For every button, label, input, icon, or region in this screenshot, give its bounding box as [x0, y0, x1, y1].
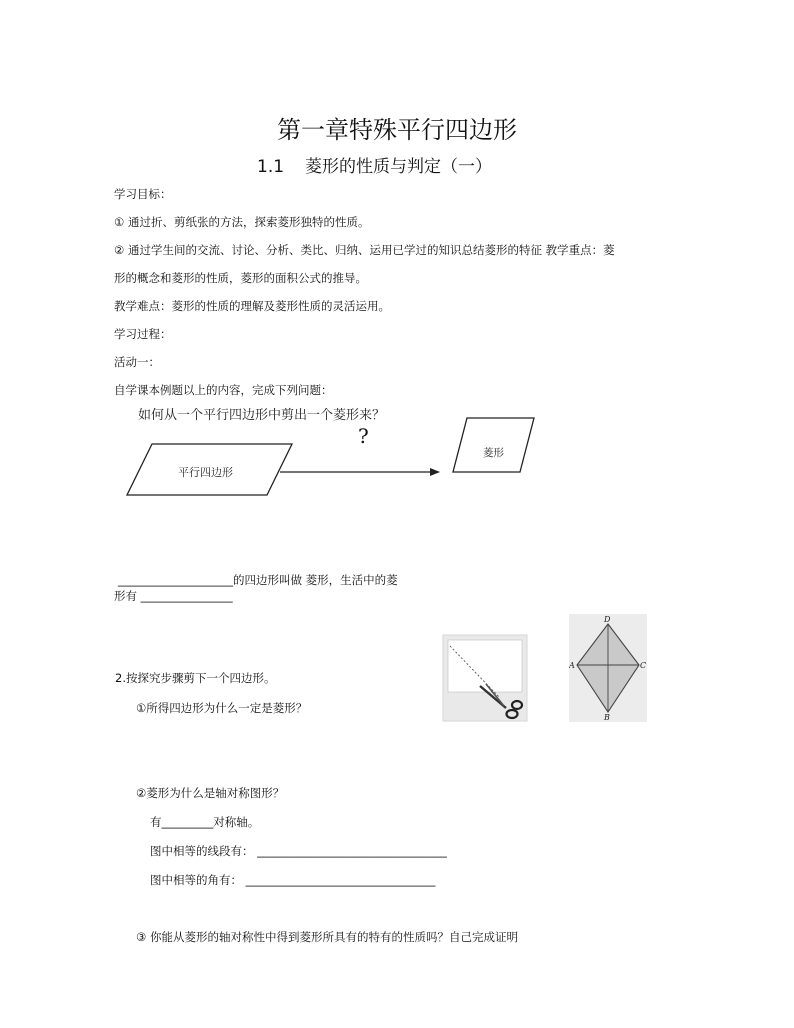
teaching-difficulty: 教学难点：菱形的性质的理解及菱形性质的灵活运用。	[114, 299, 390, 313]
vertex-c-label: C	[640, 661, 647, 670]
parallelogram-label: 平行四边形	[178, 466, 233, 479]
vertex-b-label: B	[604, 713, 610, 722]
definition-fill-in: ____________________的四边形叫做 菱形，生活中的菱	[118, 573, 398, 587]
equal-segments-fill-in: 图中相等的线段有： _________________________________	[150, 844, 447, 858]
axis-of-symmetry-fill-in: 有_________对称轴。	[150, 815, 260, 829]
diagram-question-mark: ?	[358, 424, 369, 448]
examples-fill-in: 形有 ________________	[114, 589, 233, 603]
objective-1: ① 通过折、剪纸张的方法，探索菱形独特的性质。	[114, 215, 370, 229]
parallelogram-rhombus-diagram	[120, 410, 550, 505]
step-2-heading: 2.按探究步骤剪下一个四边形。	[115, 671, 276, 685]
objective-2: ② 通过学生间的交流、讨论、分析、类比、归纳、运用已学过的知识总结菱形的特征 教学重点：菱	[114, 243, 615, 257]
activity-1-heading: 活动一：	[114, 355, 160, 369]
arrow-head	[430, 468, 440, 476]
vertex-a-label: A	[569, 661, 575, 670]
self-study-instruction: 自学课本例题以上的内容，完成下列问题：	[114, 383, 333, 397]
section-number: 1.1	[257, 157, 285, 177]
rhombus-label: 菱形	[483, 447, 504, 459]
question-2: ②菱形为什么是轴对称图形？	[136, 786, 285, 800]
objectives-heading: 学习目标：	[114, 187, 172, 201]
section-subtitle	[257, 152, 492, 177]
question-1: ①所得四边形为什么一定是菱形？	[136, 701, 308, 715]
page-title: 第一章特殊平行四边形	[277, 116, 517, 144]
vertex-d-label: D	[604, 615, 611, 624]
scissors-cutting-paper-image	[442, 634, 528, 722]
process-heading: 学习过程：	[114, 327, 172, 341]
diagram-question: 如何从一个平行四边形中剪出一个菱形来？	[138, 408, 386, 423]
rhombus-abcd-image	[569, 614, 647, 722]
objective-2-continued: 形的概念和菱形的性质，菱形的面积公式的推导。	[114, 271, 367, 285]
section-title: 菱形的性质与判定（一）	[305, 157, 492, 177]
question-3: ③ 你能从菱形的轴对称性中得到菱形所具有的特有的性质吗？自己完成证明	[136, 930, 518, 944]
equal-angles-fill-in: 图中相等的角有： _________________________________	[150, 873, 436, 887]
rhombus-shape	[453, 418, 534, 472]
